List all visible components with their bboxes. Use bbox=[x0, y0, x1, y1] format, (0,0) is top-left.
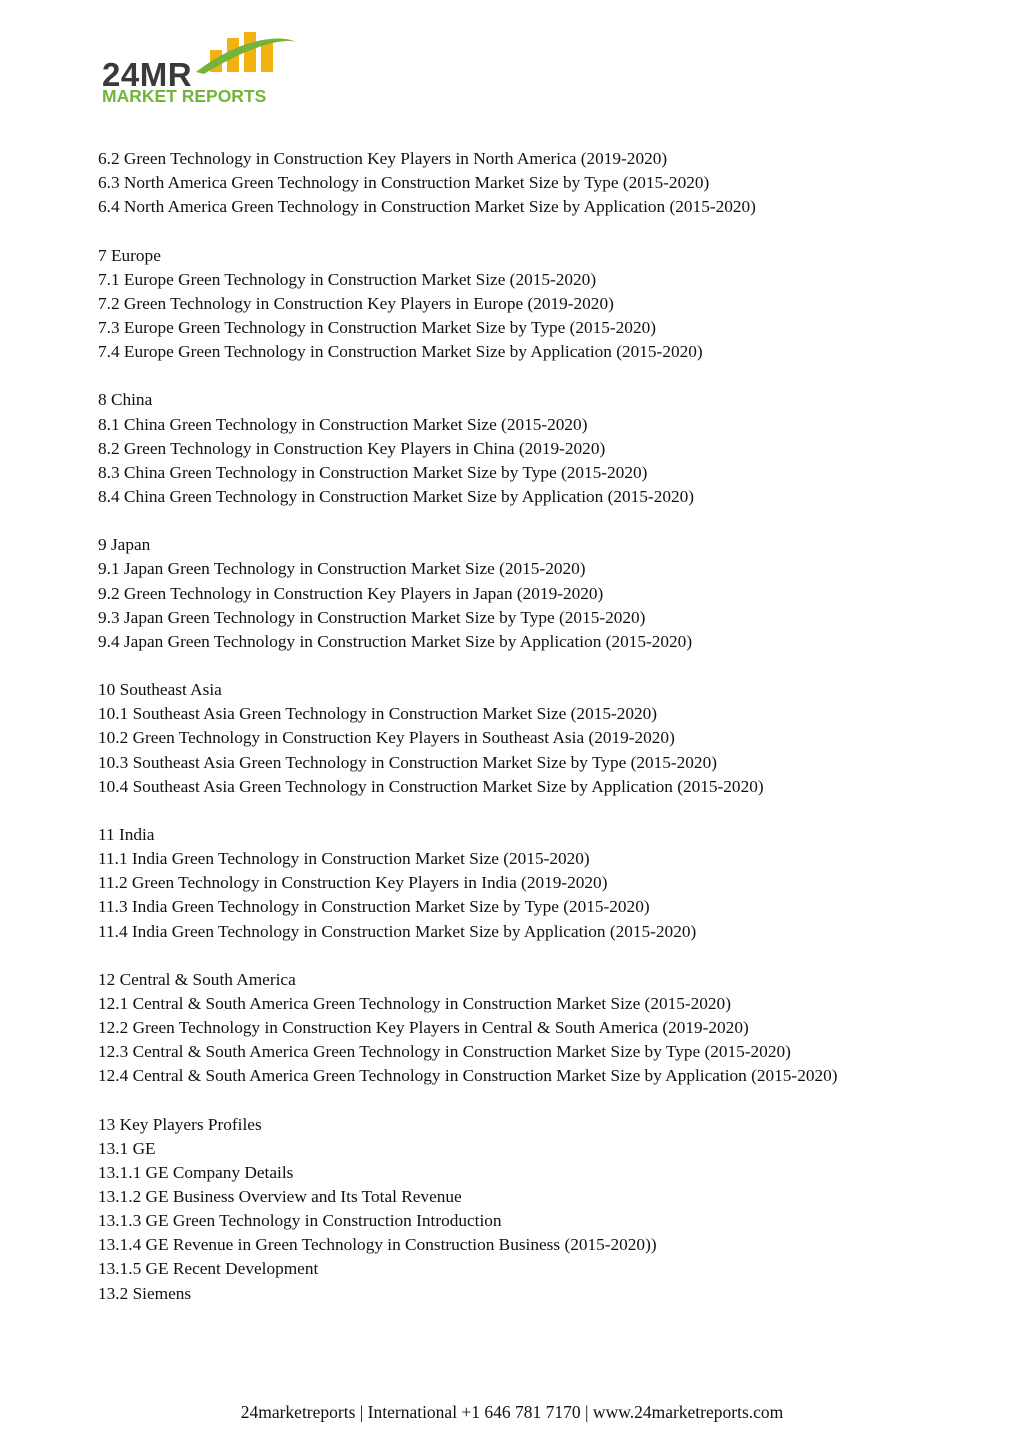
section-spacer bbox=[98, 219, 978, 243]
toc-entry: 10.2 Green Technology in Construction Key Players in Southeast Asia (2019-2020) bbox=[98, 728, 675, 748]
toc-entry: 10.1 Southeast Asia Green Technology in Construction Market Size (2015-2020) bbox=[98, 704, 658, 724]
toc-entry: 13.1.3 GE Green Technology in Construction Introduction bbox=[98, 1211, 502, 1231]
toc-entry: 13.1.5 GE Recent Development bbox=[98, 1259, 319, 1279]
toc-entry: 7.4 Europe Green Technology in Construction Market Size by Application (2015-2020) bbox=[98, 342, 703, 362]
page-footer: 24marketreports | International +1 646 781 7170 | www.24marketreports.com bbox=[240, 1402, 784, 1422]
section-spacer bbox=[98, 364, 978, 388]
toc-entry: 6.4 North America Green Technology in Construction Market Size by Application (2015-2020) bbox=[98, 197, 756, 217]
toc-entry: 7.1 Europe Green Technology in Construction Market Size (2015-2020) bbox=[98, 269, 597, 289]
section-spacer bbox=[98, 654, 978, 678]
toc-entry: 9.4 Japan Green Technology in Construction Market Size by Application (2015-2020) bbox=[98, 631, 693, 651]
toc-entry: 9.2 Green Technology in Construction Key Players in Japan (2019-2020) bbox=[98, 583, 604, 603]
toc-entry: 8.2 Green Technology in Construction Key Players in China (2019-2020) bbox=[98, 438, 606, 458]
toc-entry: 8 China bbox=[98, 390, 153, 410]
section-spacer bbox=[98, 944, 978, 968]
toc-entry: 11.2 Green Technology in Construction Key Players in India (2019-2020) bbox=[98, 873, 608, 893]
toc-entry: 12.4 Central & South America Green Technology in Construction Market Size by Application (2015-2020) bbox=[98, 1066, 838, 1086]
toc-entry: 9.1 Japan Green Technology in Construction Market Size (2015-2020) bbox=[98, 559, 586, 579]
toc-entry: 12.1 Central & South America Green Technology in Construction Market Size (2015-2020) bbox=[98, 993, 731, 1013]
section-spacer bbox=[98, 509, 978, 533]
toc-entry: 8.4 China Green Technology in Construction Market Size by Application (2015-2020) bbox=[98, 486, 695, 506]
company-logo bbox=[100, 28, 310, 108]
toc-entry: 12.2 Green Technology in Construction Key Players in Central & South America (2019-2020) bbox=[98, 1018, 749, 1038]
toc-entry: 13.1.2 GE Business Overview and Its Total Revenue bbox=[98, 1187, 462, 1207]
toc-entry: 9 Japan bbox=[98, 535, 151, 555]
toc-entry: 8.1 China Green Technology in Construction Market Size (2015-2020) bbox=[98, 414, 588, 434]
toc-entry: 7.3 Europe Green Technology in Construction Market Size by Type (2015-2020) bbox=[98, 317, 656, 337]
toc-entry: 13.1.1 GE Company Details bbox=[98, 1162, 294, 1182]
toc-entry: 7 Europe bbox=[98, 245, 161, 265]
table-of-contents bbox=[98, 147, 978, 1306]
section-spacer bbox=[98, 1088, 978, 1112]
toc-entry: 9.3 Japan Green Technology in Construction Market Size by Type (2015-2020) bbox=[98, 607, 646, 627]
logo-wordmark: 24MR bbox=[102, 56, 193, 93]
toc-entry: 11.1 India Green Technology in Construction Market Size (2015-2020) bbox=[98, 849, 590, 869]
toc-entry: 6.3 North America Green Technology in Construction Market Size by Type (2015-2020) bbox=[98, 173, 710, 193]
section-spacer bbox=[98, 799, 978, 823]
toc-entry: 13.1 GE bbox=[98, 1138, 156, 1158]
toc-entry: 13 Key Players Profiles bbox=[98, 1114, 262, 1134]
toc-entry: 10 Southeast Asia bbox=[98, 680, 222, 700]
toc-entry: 11.3 India Green Technology in Construction Market Size by Type (2015-2020) bbox=[98, 897, 650, 917]
toc-entry: 7.2 Green Technology in Construction Key Players in Europe (2019-2020) bbox=[98, 293, 614, 313]
toc-entry: 10.4 Southeast Asia Green Technology in Construction Market Size by Application (2015-2020) bbox=[98, 776, 764, 796]
toc-entry: 10.3 Southeast Asia Green Technology in Construction Market Size by Type (2015-2020) bbox=[98, 752, 717, 772]
toc-entry: 12.3 Central & South America Green Technology in Construction Market Size by Type (2015-2020) bbox=[98, 1042, 791, 1062]
toc-entry: 11 India bbox=[98, 824, 155, 844]
toc-entry: 13.1.4 GE Revenue in Green Technology in Construction Business (2015-2020)) bbox=[98, 1235, 657, 1255]
toc-entry: 6.2 Green Technology in Construction Key Players in North America (2019-2020) bbox=[98, 149, 668, 168]
toc-entry: 11.4 India Green Technology in Construction Market Size by Application (2015-2020) bbox=[98, 921, 697, 941]
toc-entry: 12 Central & South America bbox=[98, 969, 296, 989]
logo-subtitle: MARKET REPORTS bbox=[102, 86, 267, 106]
toc-entry: 13.2 Siemens bbox=[98, 1283, 192, 1303]
toc-entry: 8.3 China Green Technology in Construction Market Size by Type (2015-2020) bbox=[98, 462, 648, 482]
